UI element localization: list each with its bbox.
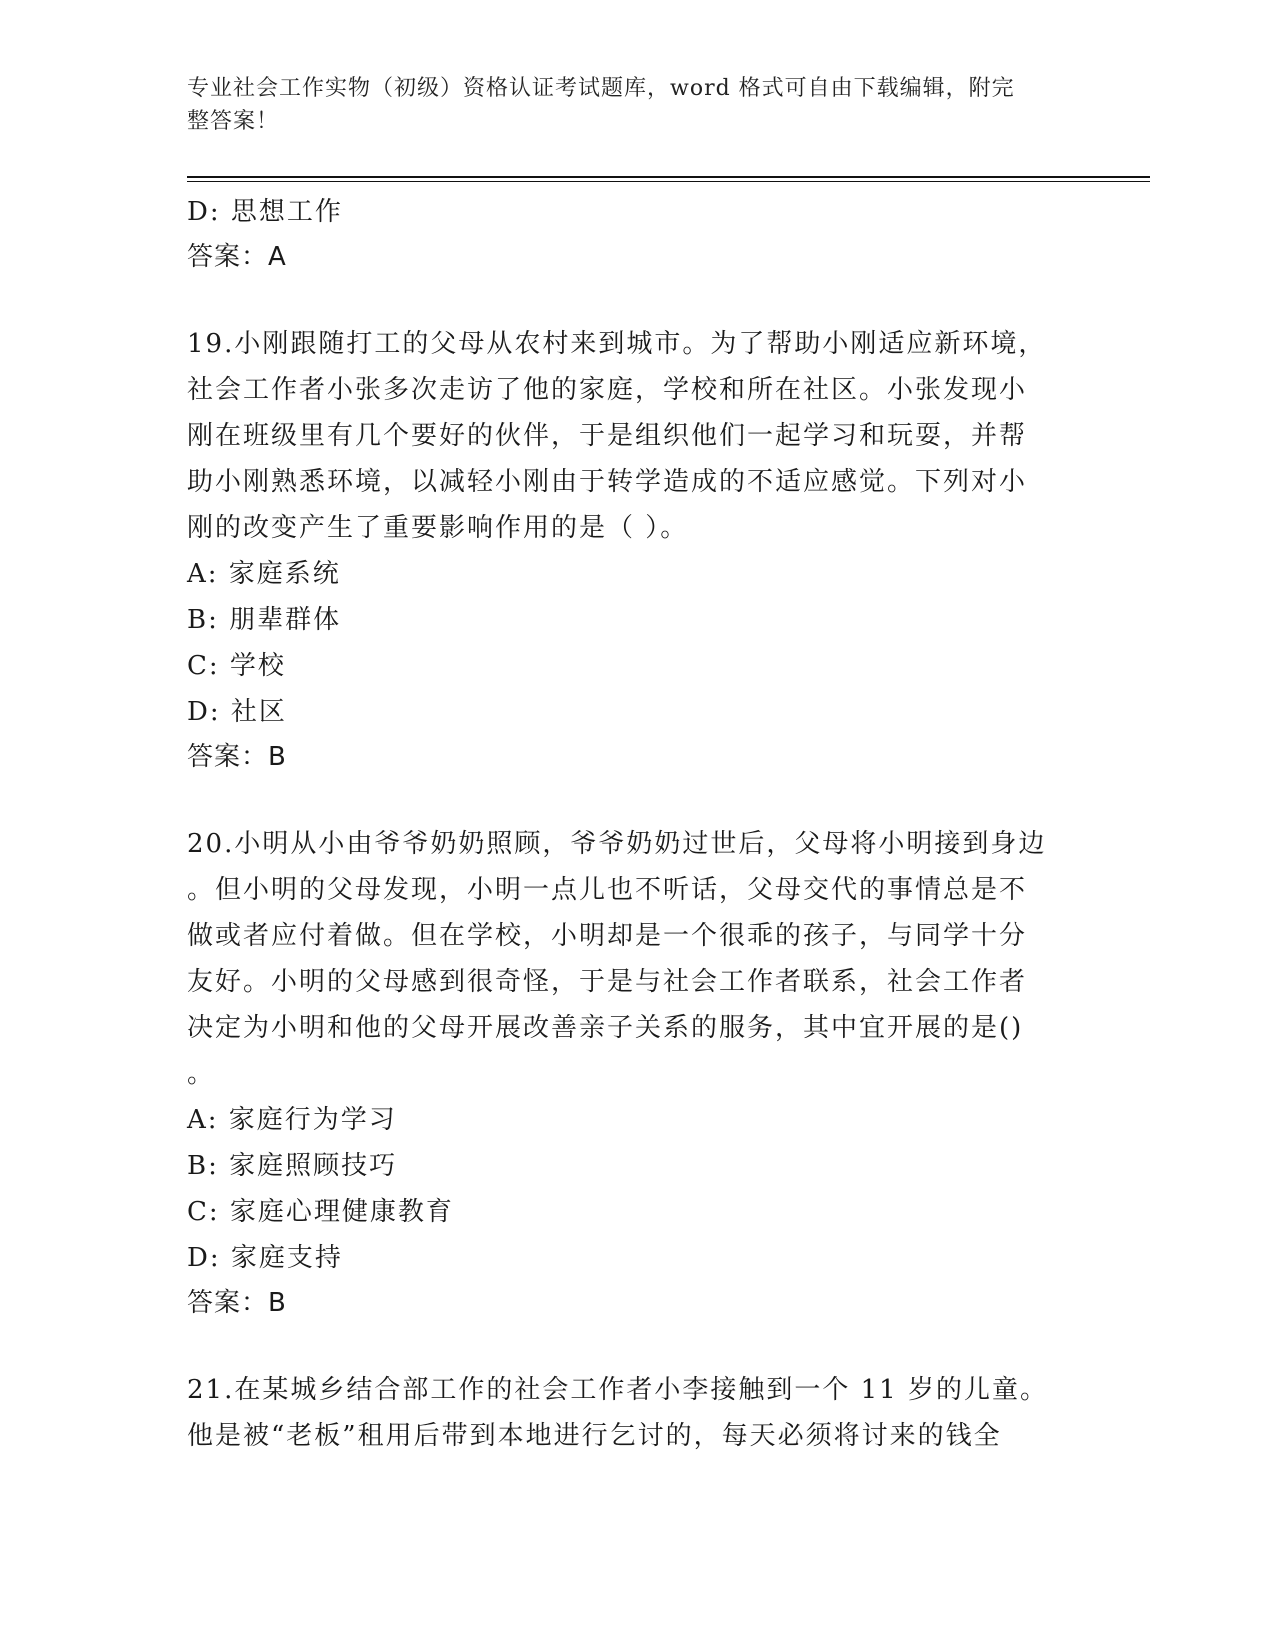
question-line: 19.小刚跟随打工的父母从农村来到城市。为了帮助小刚适应新环境，: [187, 329, 1047, 359]
question-20: [187, 821, 1087, 1325]
question-line: 。: [187, 1059, 216, 1089]
document-body: [187, 189, 1087, 1459]
q19-option-c: C: 学校: [187, 651, 286, 681]
question-line: 他是被“老板”租用后带到本地进行乞讨的，每天必须将讨来的钱全: [187, 1421, 1002, 1451]
header-divider-thick: [187, 176, 1150, 178]
q20-option-a: A: 家庭行为学习: [187, 1105, 397, 1135]
question-line: 刚的改变产生了重要影响作用的是（ ）。: [187, 513, 689, 543]
q19-option-d: D: 社区: [187, 697, 287, 727]
question-line: 社会工作者小张多次走访了他的家庭，学校和所在社区。小张发现小: [187, 375, 1028, 405]
page-header: [187, 72, 1067, 138]
header-divider-thin: [187, 181, 1150, 182]
prev-answer: 答案：A: [187, 242, 287, 272]
q19-option-b: B: 朋辈群体: [187, 605, 342, 635]
question-line: 20.小明从小由爷爷奶奶照顾，爷爷奶奶过世后，父母将小明接到身边: [187, 829, 1047, 859]
q19-option-a: A: 家庭系统: [187, 559, 341, 589]
spacer: [187, 779, 1087, 821]
question-line: 决定为小明和他的父母开展改善亲子关系的服务，其中宜开展的是(): [187, 1013, 1024, 1043]
q20-option-d: D: 家庭支持: [187, 1243, 343, 1273]
spacer: [187, 1325, 1087, 1367]
spacer: [187, 279, 1087, 321]
question-19: [187, 321, 1087, 779]
question-line: 助小刚熟悉环境，以减轻小刚由于转学造成的不适应感觉。下列对小: [187, 467, 1028, 497]
prev-option-d: D: 思想工作: [187, 197, 343, 227]
q20-option-c: C: 家庭心理健康教育: [187, 1197, 454, 1227]
q19-answer: 答案：B: [187, 742, 287, 772]
question-line: 。但小明的父母发现，小明一点儿也不听话，父母交代的事情总是不: [187, 875, 1028, 905]
question-line: 友好。小明的父母感到很奇怪，于是与社会工作者联系，社会工作者: [187, 967, 1028, 997]
question-line: 21.在某城乡结合部工作的社会工作者小李接触到一个 11 岁的儿童。: [187, 1375, 1048, 1405]
q20-option-b: B: 家庭照顾技巧: [187, 1151, 398, 1181]
header-line-2: 整答案！: [187, 109, 280, 134]
question-21: [187, 1367, 1087, 1459]
question-line: 做或者应付着做。但在学校，小明却是一个很乖的孩子，与同学十分: [187, 921, 1028, 951]
question-line: 刚在班级里有几个要好的伙伴，于是组织他们一起学习和玩耍，并帮: [187, 421, 1028, 451]
header-line-1: 专业社会工作实物（初级）资格认证考试题库，word 格式可自由下载编辑，附完: [187, 76, 1015, 101]
q20-answer: 答案：B: [187, 1288, 287, 1318]
